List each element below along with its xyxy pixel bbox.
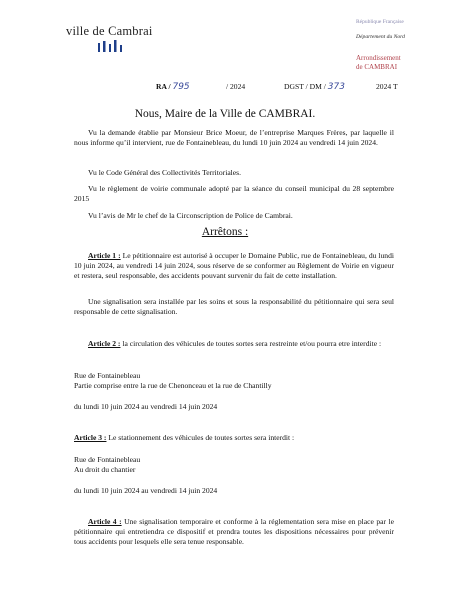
- article-3-street: Rue de Fontainebleau: [74, 455, 141, 464]
- dgst-suffix: 2024 T: [376, 82, 398, 91]
- article-2-text: la circulation des véhicules de toutes sortes sera restreinte et/ou pourra etre interdite :: [120, 339, 382, 348]
- article-3-text: Le stationnement des véhicules de toutes sortes sera interdit :: [106, 433, 295, 442]
- arretons-heading: Arrêtons :: [201, 226, 249, 238]
- dgst-reference: [284, 82, 345, 92]
- page-title: Nous, Maire de la Ville de CAMBRAI.: [134, 108, 316, 120]
- dgst-label: DGST / DM /: [284, 82, 326, 91]
- ra-reference: [156, 82, 190, 92]
- cambrai-logo: [66, 24, 158, 39]
- departement-label: Département du Nord: [356, 34, 405, 40]
- article-3: [74, 433, 294, 442]
- article-1: [74, 251, 394, 281]
- article-3-dates: du lundi 10 juin 2024 au vendredi 14 juin 2024: [74, 486, 218, 495]
- ra-year: / 2024: [226, 82, 246, 91]
- article-4: [74, 517, 394, 547]
- article-2-part: Partie comprise entre la rue de Chenonceau et la rue de Chantilly: [74, 381, 272, 390]
- article-2-label: Article 2 :: [88, 339, 121, 348]
- article-2-street: Rue de Fontainebleau: [74, 371, 141, 380]
- article-1-text2: Une signalisation sera installée par les soins et sous la responsabilité du pétitionnaire qui sera seul responsable de cette signalisation.: [74, 297, 394, 316]
- article-3-part: Au droit du chantier: [74, 465, 136, 474]
- preamble-p1: Vu la demande établie par Monsieur Brice Moeur, de l’entreprise Marques Frères, par laquelle il nous informe qu’il intervient, rue de Fontainebleau, du lundi 10 juin 2024 au vendredi 14 juin 2024.: [74, 128, 394, 147]
- logo-towers-icon: [96, 40, 130, 52]
- ra-number: 795: [172, 82, 190, 92]
- dgst-number: 373: [327, 82, 345, 92]
- article-1-label: Article 1 :: [88, 251, 121, 260]
- arrondissement-name: de CAMBRAI: [356, 63, 398, 71]
- preamble-p4: Vu l’avis de Mr le chef de la Circonscription de Police de Cambrai.: [88, 211, 293, 220]
- logo-text: ville de Cambrai: [66, 24, 153, 38]
- article-2-dates: du lundi 10 juin 2024 au vendredi 14 juin 2024: [74, 402, 218, 411]
- preamble-p3: Vu le règlement de voirie communale adopté par la séance du conseil municipal du 28 septembre 2015: [74, 184, 394, 203]
- article-3-label: Article 3 :: [74, 433, 107, 442]
- article-4-text: Une signalisation temporaire et conforme à la réglementation sera mise en place par le pétitionnaire qui entretiendra ce dispositif et prendra toutes les dispositions nécessaires pour prévenir tous accidents pour lesquels elle sera tenue responsable.: [74, 517, 394, 546]
- preamble-p2: Vu le Code Général des Collectivités Territoriales.: [88, 168, 242, 177]
- article-1-text: Le pétitionnaire est autorisé à occuper le Domaine Public, rue de Fontainebleau, du lundi 10 juin 2024, au vendredi 14 juin 2024, sous réserve de se conformer au Règlement de Voirie en vigueur et restera, seul responsable, des accidents pouvant survenir du fait de cette installation.: [74, 251, 394, 280]
- republique-label: République Française: [356, 19, 404, 25]
- arrondissement-label: Arrondissement: [356, 54, 401, 62]
- article-4-label: Article 4 :: [88, 517, 122, 526]
- ra-label: RA /: [156, 82, 171, 91]
- article-2: [74, 339, 394, 349]
